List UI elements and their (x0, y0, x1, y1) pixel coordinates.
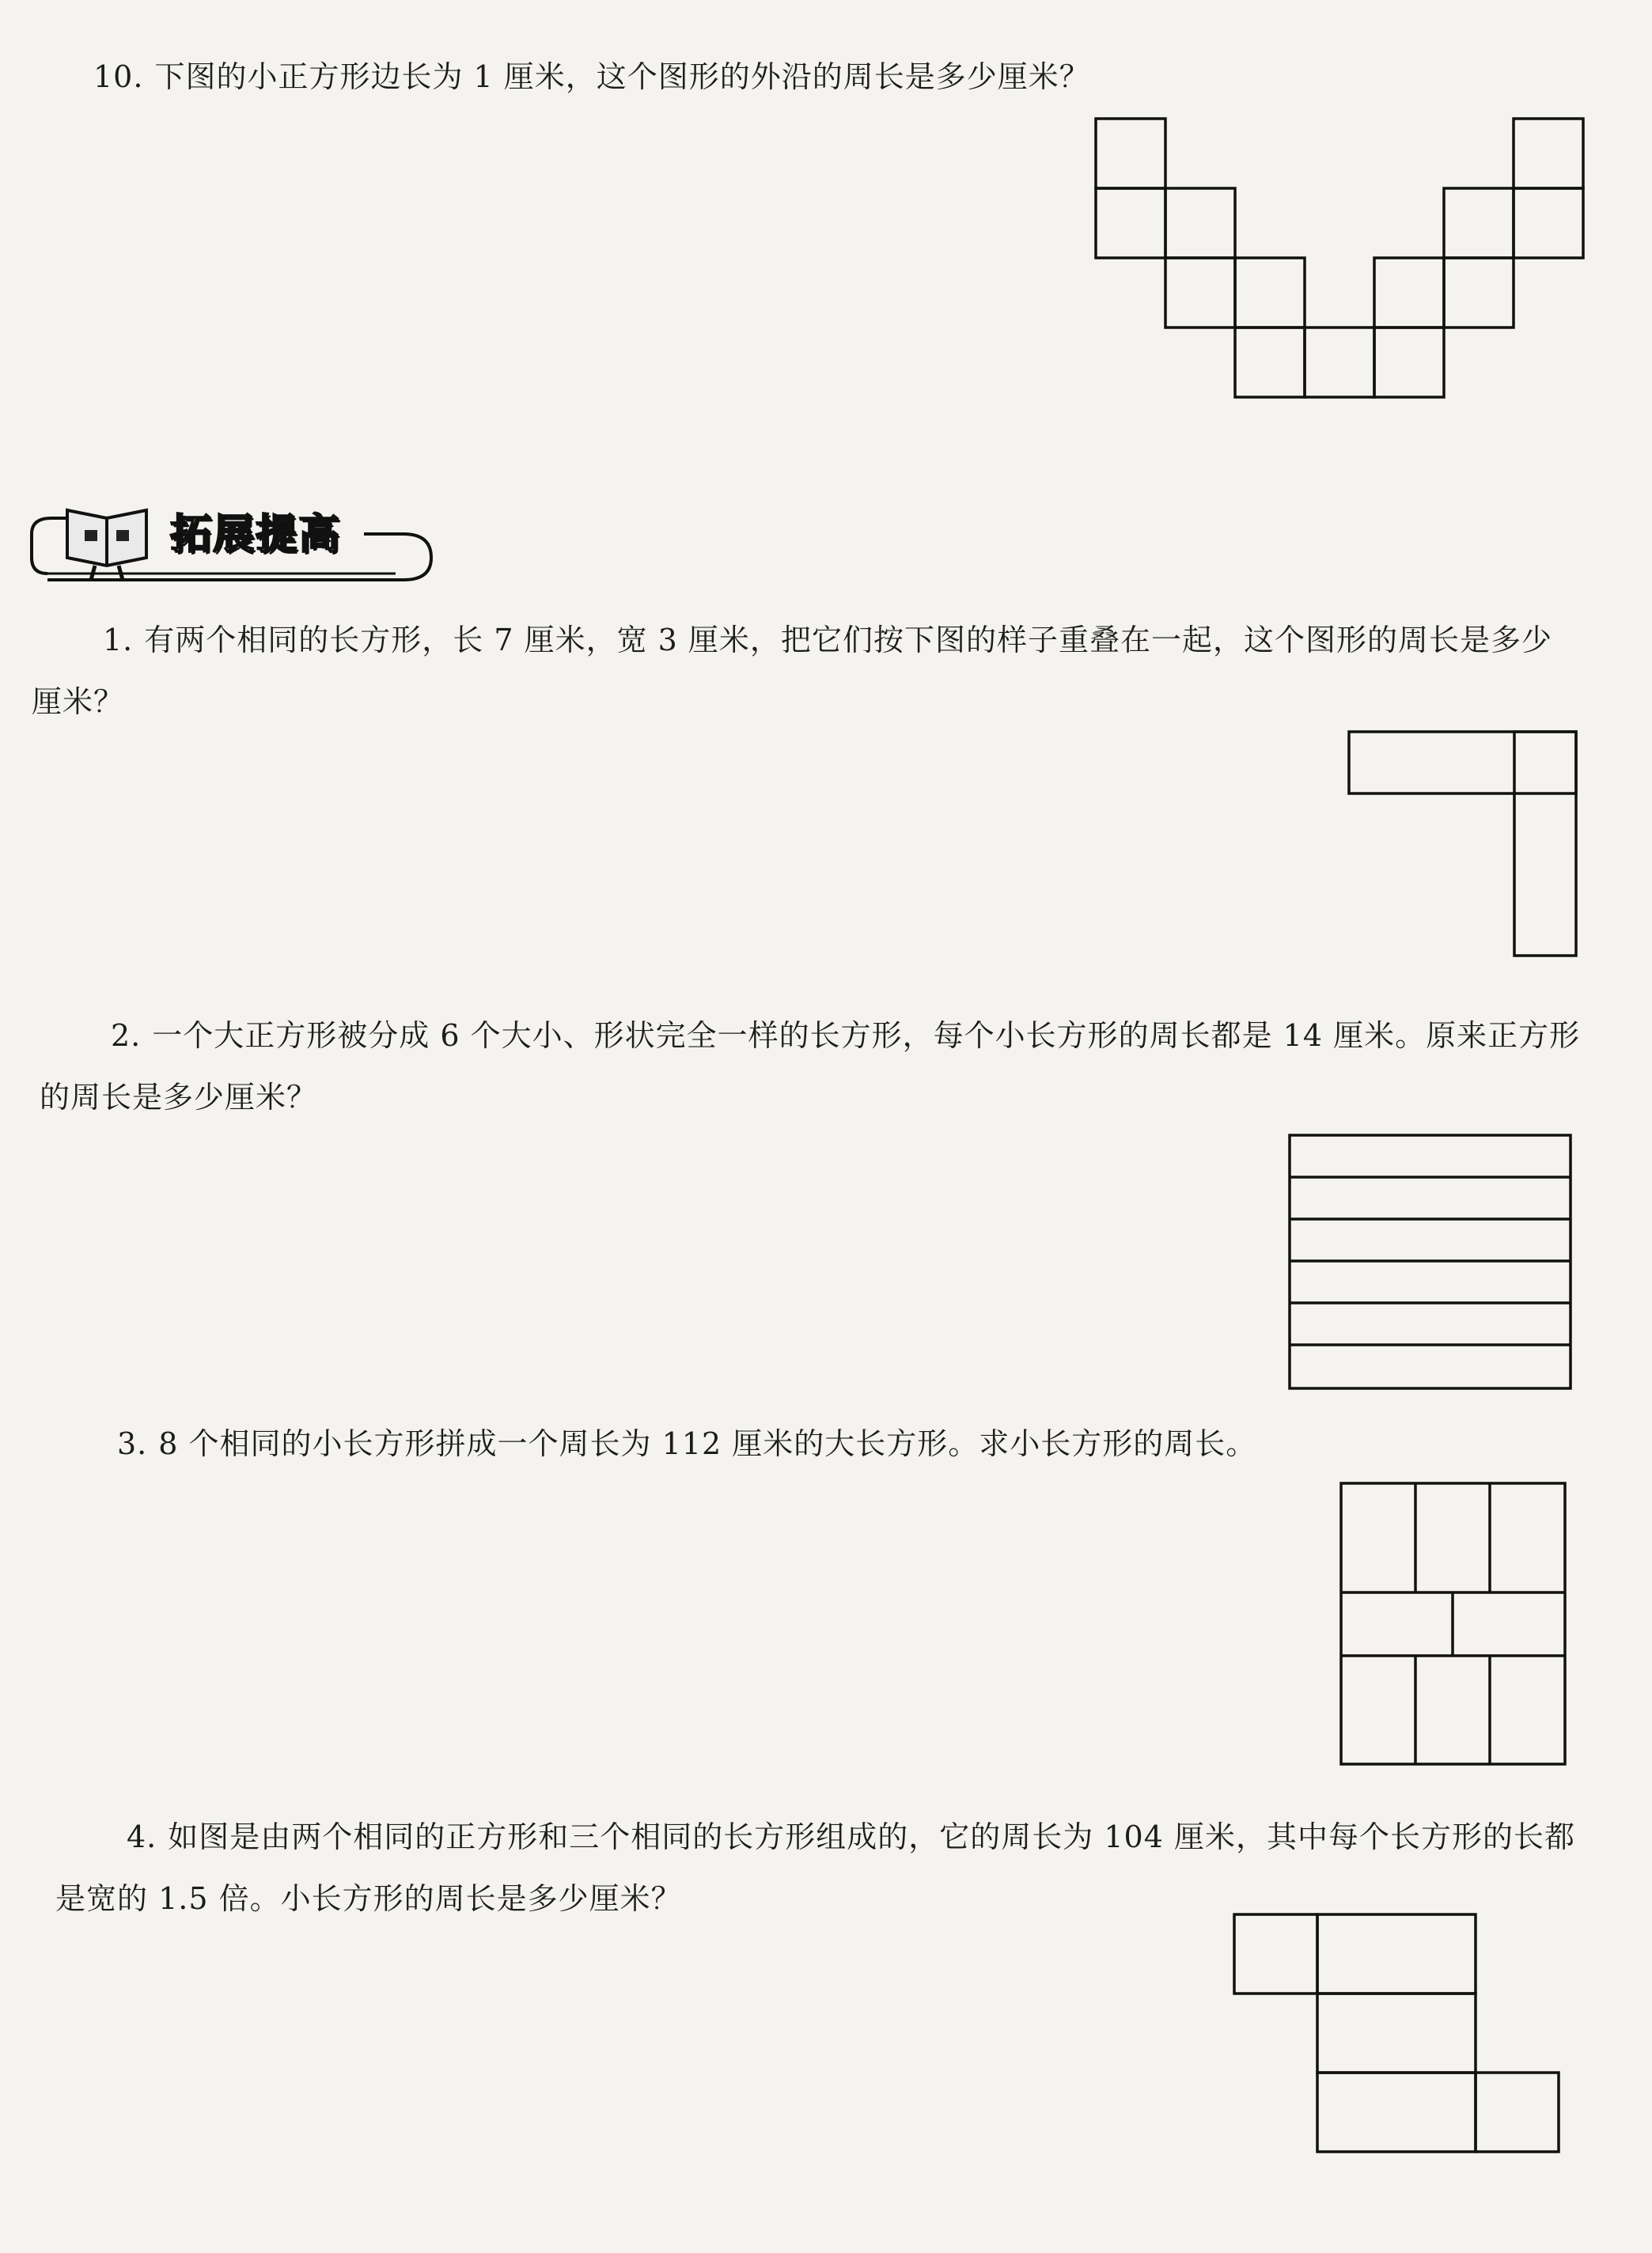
question-3 (117, 1413, 1581, 1475)
question-text: 8 个相同的小长方形拼成一个周长为 112 厘米的大长方形。求小长方形的周长。 (158, 1426, 1257, 1461)
rectangle (1317, 1914, 1476, 1994)
question-text: 有两个相同的长方形，长 7 厘米，宽 3 厘米，把它们按下图的样子重叠在一起，这个图形的周长是多少厘米？ (32, 623, 1552, 719)
question-2 (40, 1005, 1582, 1128)
divided-square-figure (1278, 1123, 1578, 1392)
unit-square (1514, 119, 1583, 188)
unit-square (1096, 119, 1165, 188)
horizontal-rectangle (1349, 732, 1576, 793)
unit-square (1235, 258, 1305, 328)
unit-square (1444, 188, 1514, 258)
question-10 (93, 46, 1517, 108)
unit-square (1305, 328, 1374, 397)
rectangle (1317, 1994, 1476, 2073)
small-square (1234, 1914, 1317, 1994)
question-text: 如图是由两个相同的正方形和三个相同的长方形组成的，它的周长为 104 厘米，其中每个长方形的长都是宽的 1.5 倍。小长方形的周长是多少厘米？ (55, 1819, 1575, 1916)
question-number: 2. (111, 1018, 142, 1053)
question-number: 4. (127, 1819, 157, 1854)
question-number: 1. (103, 623, 134, 657)
question-number: 3. (117, 1426, 148, 1461)
question-1 (32, 609, 1582, 733)
section-title: 拓展提高 (170, 511, 342, 559)
unit-square (1096, 188, 1165, 258)
staircase-squares-figure (1084, 103, 1590, 403)
overlapping-rectangles-figure (1337, 720, 1590, 957)
unit-square (1235, 328, 1305, 397)
unit-square (1374, 258, 1444, 328)
rectangle (1317, 2073, 1476, 2152)
unit-square (1444, 258, 1514, 328)
question-text: 一个大正方形被分成 6 个大小、形状完全一样的长方形，每个小长方形的周长都是 14 厘米。原来正方形的周长是多少厘米？ (40, 1018, 1581, 1115)
question-text: 下图的小正方形边长为 1 厘米，这个图形的外沿的周长是多少厘米？ (154, 59, 1090, 94)
question-number: 10. (93, 59, 144, 94)
section-banner (24, 487, 443, 597)
small-square (1476, 2073, 1559, 2152)
unit-square (1514, 188, 1583, 258)
unit-square (1165, 188, 1235, 258)
vertical-rectangle (1514, 732, 1576, 956)
unit-square (1165, 258, 1235, 328)
squares-and-rectangles-figure (1222, 1903, 1571, 2164)
eight-rectangles-figure (1329, 1471, 1582, 1772)
book-reader-icon (59, 494, 154, 581)
unit-square (1374, 328, 1444, 397)
